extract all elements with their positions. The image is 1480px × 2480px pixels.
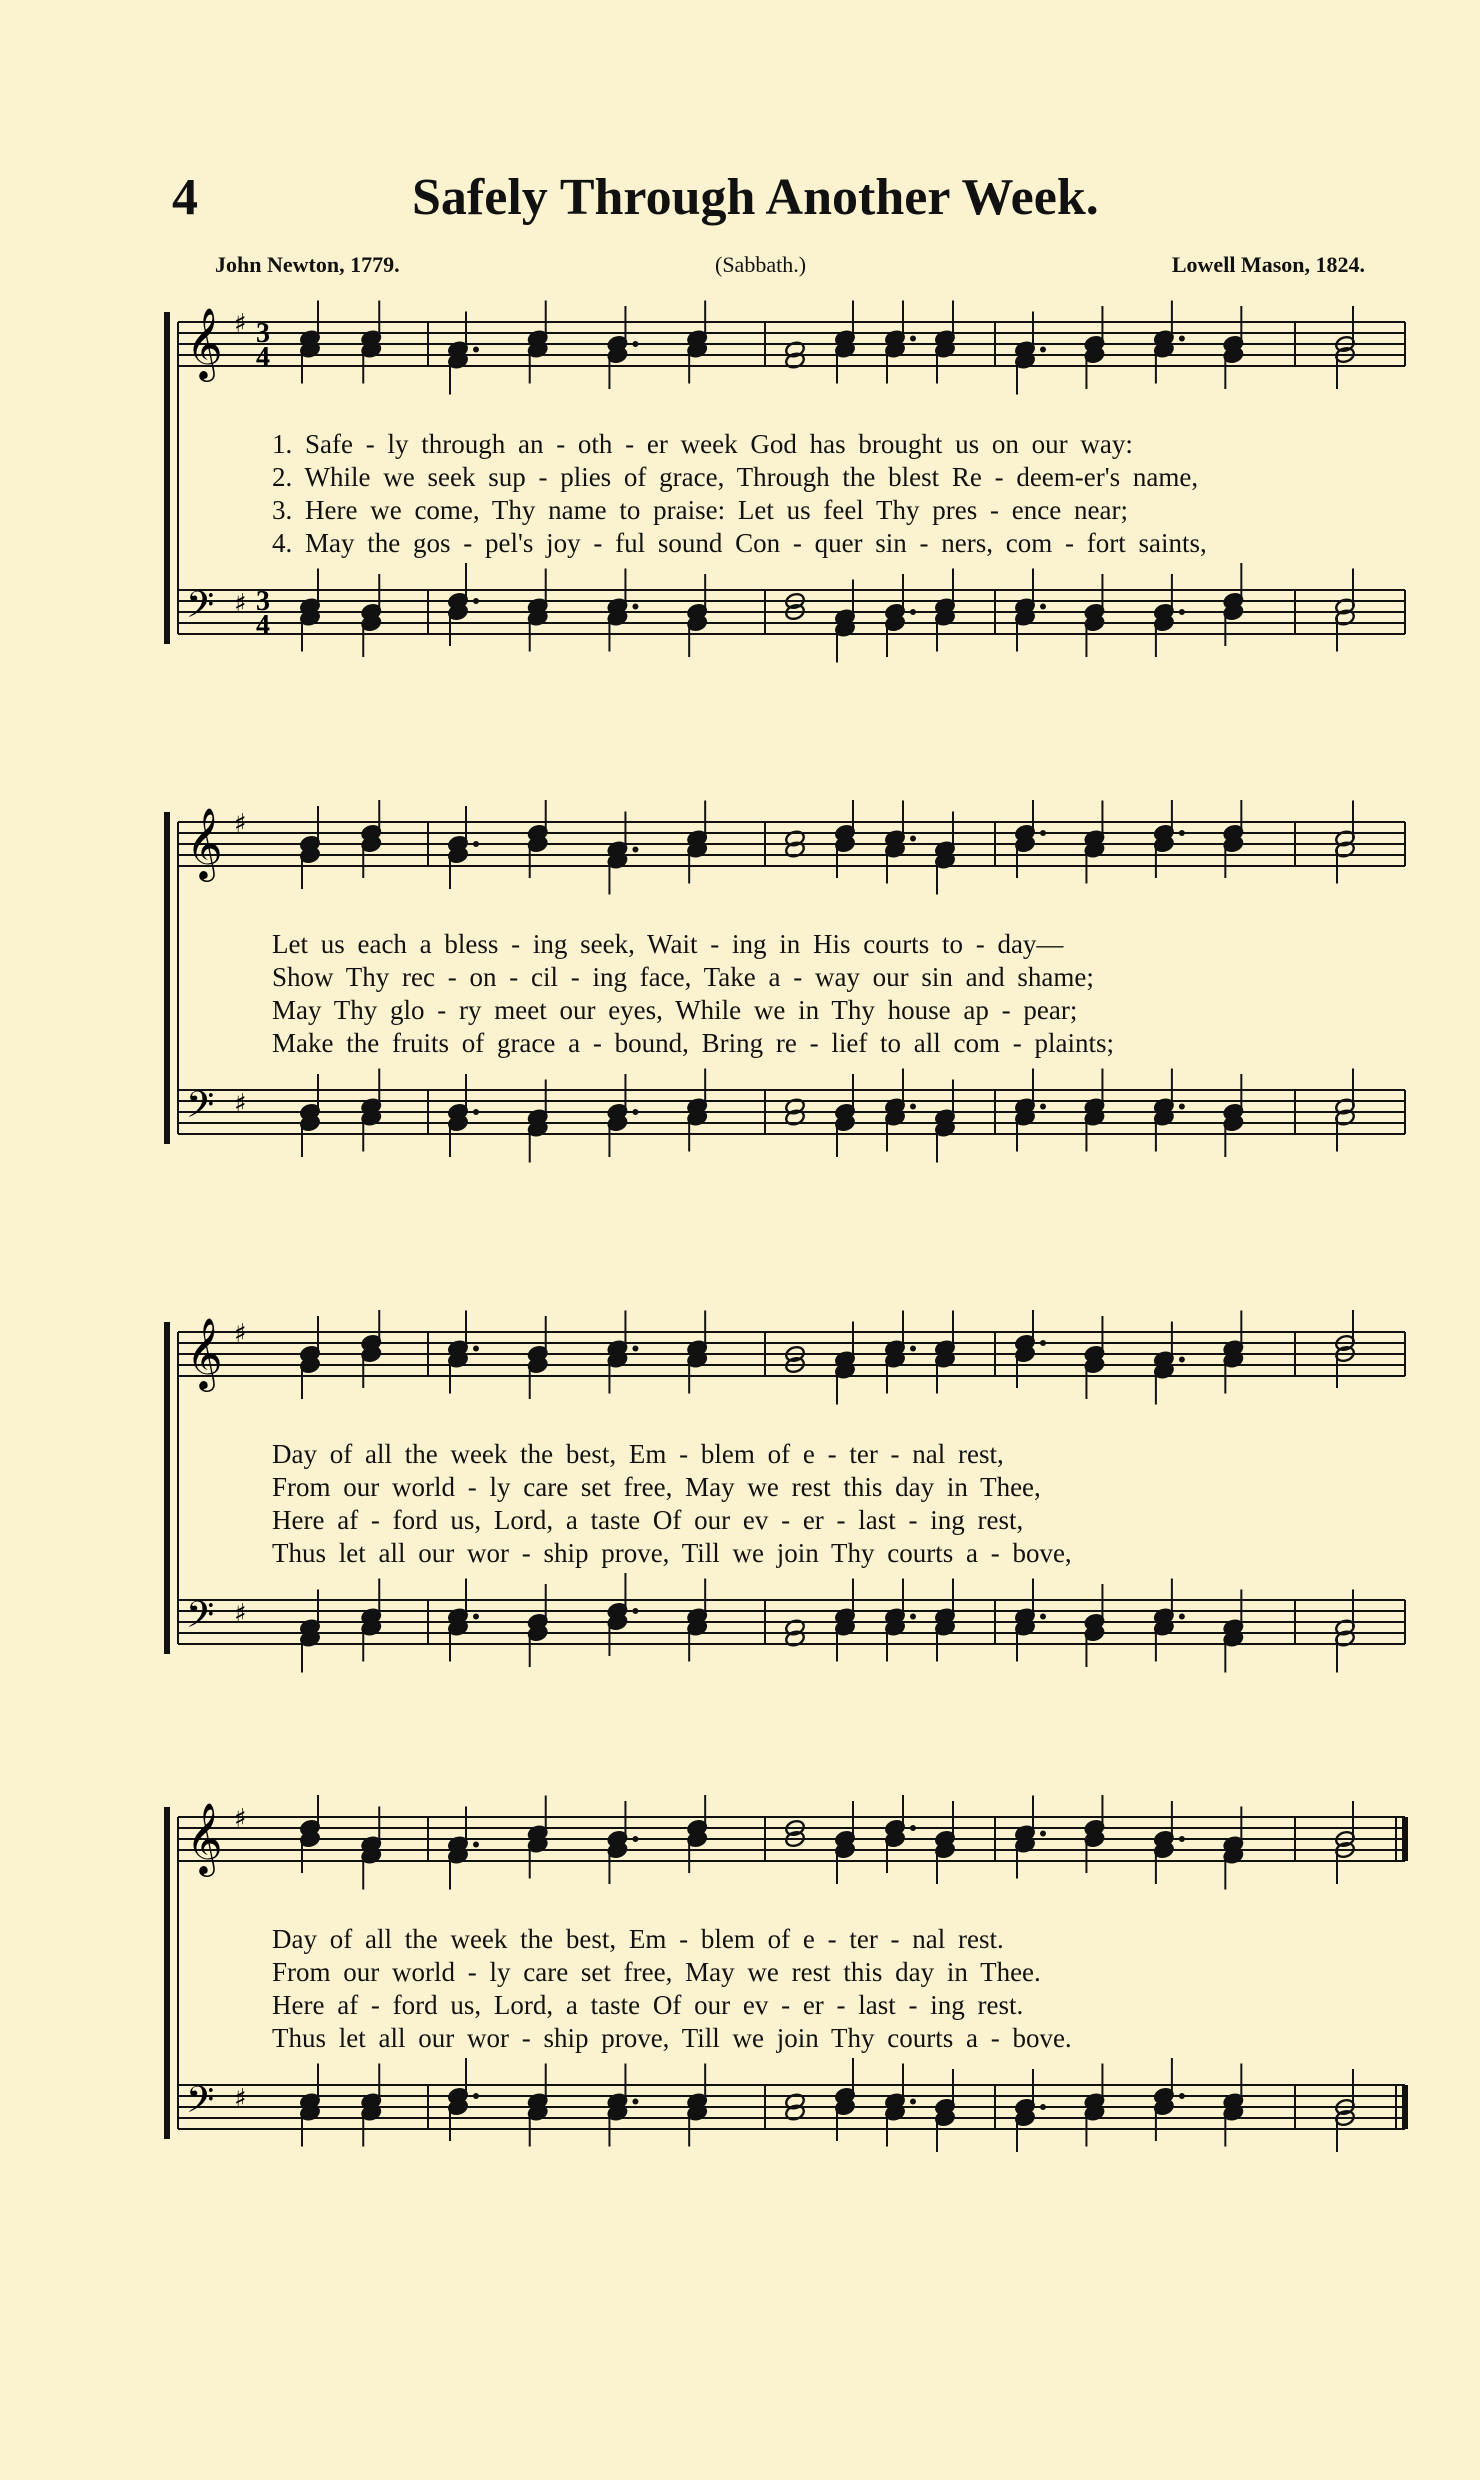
sharp-icon: ♯ [234,1319,247,1349]
treble-notes [299,301,1355,395]
lyric-line: Make the fruits of grace a - bound, Bring re - lief to all com - plaints; [272,1028,1115,1058]
dot [1040,1831,1046,1837]
bass-clef-icon: 𝄢 [186,2079,215,2130]
lyric-line: 3. Here we come, Thy name to praise: Let us feel Thy pres - ence near; [272,495,1128,525]
sharp-icon: ♯ [234,309,247,339]
music-system-3 [160,1310,1420,1710]
lyrics-block [272,1923,1372,2055]
bass-notes [299,2058,1355,2152]
dot [910,1346,916,1352]
music-system-2 [160,800,1420,1200]
lyric-line: Thus let all our wor - ship prove, Till we join Thy courts a - bove, [272,1538,1072,1568]
system-bracket [164,312,170,644]
dot [1179,1614,1185,1620]
lyric-line: Show Thy rec - on - cil - ing face, Take a - way our sin and shame; [272,962,1094,992]
lyrics-block [272,1438,1372,1570]
bass-clef-icon: 𝄢 [186,1084,215,1135]
time-sig-bottom: 4 [256,610,270,641]
dot [1179,609,1185,615]
dot [632,1836,638,1842]
author-credit: John Newton, 1779. [215,252,400,277]
lyric-line: Day of all the week the best, Em - blem of e - ter - nal rest. [272,1924,1004,1954]
lyrics-block [272,428,1372,560]
hymn-title: Safely Through Another Week. [412,169,1099,226]
treble-notes [299,1310,1355,1405]
dot [473,1109,479,1115]
dot [1040,1104,1046,1110]
dot [473,841,479,847]
lyric-line: May Thy glo - ry meet our eyes, While we in Thy house ap - pear; [272,995,1078,1025]
treble-staff [178,1801,1405,1877]
sharp-icon: ♯ [234,589,247,619]
composer-credit: Lowell Mason, 1824. [1171,252,1365,277]
treble-clef-icon: 𝄞 [186,806,223,879]
bass-clef-icon: 𝄢 [186,584,215,635]
lyric-line: Thus let all our wor - ship prove, Till we join Thy courts a - bove. [272,2023,1072,2053]
dot [910,1825,916,1831]
page-header [172,168,1420,248]
treble-clef-icon: 𝄞 [186,1801,223,1874]
dot [1179,1104,1185,1110]
dot [473,347,479,353]
dot [632,2099,638,2105]
sharp-icon: ♯ [234,1599,247,1629]
dot [473,1614,479,1620]
lyric-line: Day of all the week the best, Em - blem of e - ter - nal rest, [272,1439,1004,1469]
dot [632,1109,638,1115]
treble-clef-icon: 𝄞 [186,1316,223,1389]
sharp-icon: ♯ [234,1804,247,1834]
treble-notes [299,1795,1355,1890]
lyric-line: Here af - ford us, Lord, a taste Of our ev - er - last - ing rest. [272,1990,1024,2020]
page-number: 4 [172,169,198,226]
time-sig-top: 3 [256,318,270,349]
dot [632,1608,638,1614]
dot [1179,1836,1185,1842]
dot [1179,830,1185,836]
time-sig-bottom: 4 [256,342,270,373]
lyrics-block [272,928,1372,1060]
sharp-icon: ♯ [234,2084,247,2114]
dot [632,604,638,610]
dot [910,1614,916,1620]
dot [632,341,638,347]
lyric-line: Let us each a bless - ing seek, Wait - ing in His courts to - day— [272,929,1064,959]
sharp-icon: ♯ [234,1089,247,1119]
time-sig-top: 3 [256,586,270,617]
system-bracket [164,812,170,1144]
lyric-line: From our world - ly care set free, May we rest this day in Thee, [272,1472,1041,1502]
treble-notes [299,800,1355,895]
dot [473,598,479,604]
dot [1040,830,1046,836]
bass-notes [299,1069,1355,1163]
credits-line [215,252,1365,282]
lyric-line: 4. May the gos - pel's joy - ful sound Con - quer sin - ners, com - fort saints, [272,528,1207,558]
dot [910,336,916,342]
dot [1040,1340,1046,1346]
dot [910,836,916,842]
dot [1040,1614,1046,1620]
music-system-1 [160,300,1420,700]
dot [473,2093,479,2099]
dot [632,847,638,853]
dot [473,1842,479,1848]
dot [910,1104,916,1110]
dot [910,2099,916,2105]
lyric-line: Here af - ford us, Lord, a taste Of our ev - er - last - ing rest, [272,1505,1024,1535]
treble-clef-icon: 𝄞 [186,306,223,379]
dot [473,1346,479,1352]
system-bracket [164,1807,170,2139]
dot [1040,2104,1046,2110]
lyric-line: 2. While we seek sup - plies of grace, Through the blest Re - deem-er's name, [272,462,1199,492]
system-bracket [164,1322,170,1654]
dot [1179,2093,1185,2099]
sharp-icon: ♯ [234,809,247,839]
bass-clef-icon: 𝄢 [186,1594,215,1645]
dot [1040,604,1046,610]
dot [1040,347,1046,353]
meter-note: (Sabbath.) [715,252,807,277]
music-system-4 [160,1795,1420,2195]
dot [910,609,916,615]
lyric-line: 1. Safe - ly through an - oth - er week God has brought us on our way: [272,429,1133,459]
dot [1179,1357,1185,1363]
lyric-line: From our world - ly care set free, May we rest this day in Thee. [272,1957,1041,1987]
dot [632,1346,638,1352]
dot [1179,336,1185,342]
